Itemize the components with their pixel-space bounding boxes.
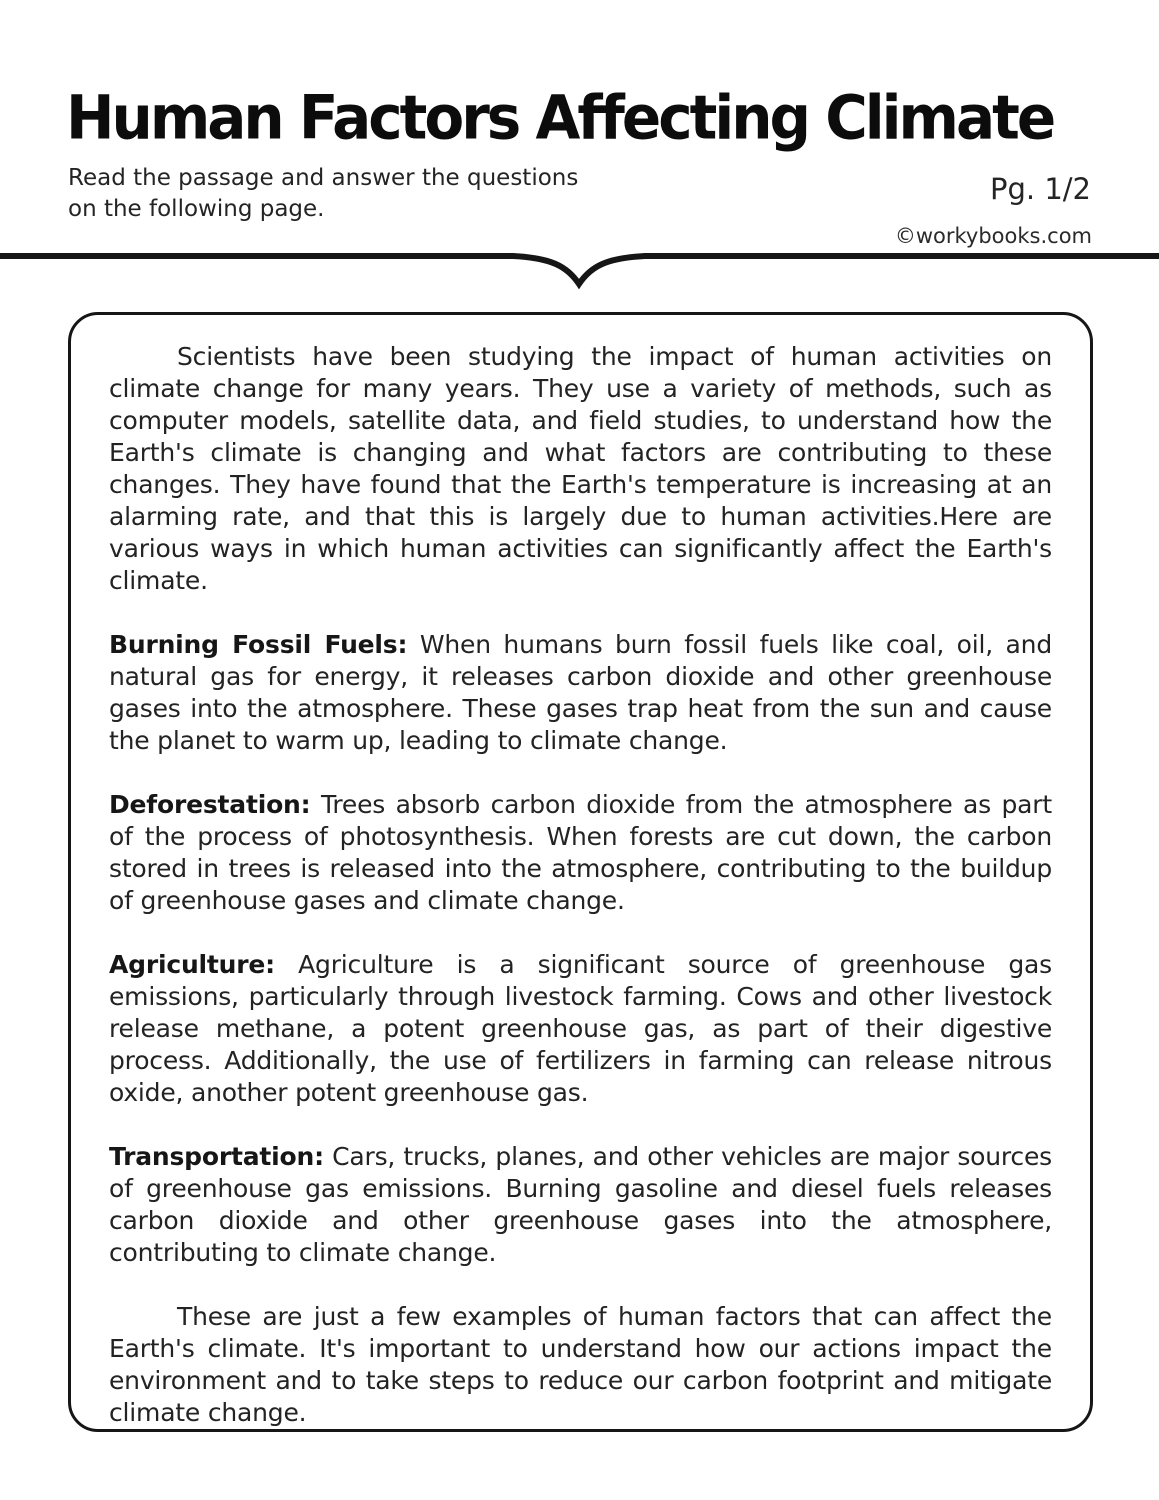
paragraph-text: Trees absorb carbon dioxide from the atmosphere as part of the process of photosynthesis. When forests are cut down, the carbon stored in trees is released into the atmosphere, contributing to the buildup of greenhouse gases and climate change. xyxy=(109,790,1052,915)
paragraph-lead: Transportation: xyxy=(109,1142,324,1171)
instructions-line-2: on the following page. xyxy=(68,196,325,222)
page-number-indicator: Pg. 1/2 xyxy=(989,172,1091,206)
section-divider-chevron-icon xyxy=(0,250,1159,294)
paragraph-lead: Burning Fossil Fuels: xyxy=(109,630,408,659)
paragraph-text: When humans burn fossil fuels like coal, oil, and natural gas for energy, it releases carbon dioxide and other greenhouse gases into the atmosphere. These gases trap heat from the sun and cause the planet to warm up, leading to climate change. xyxy=(109,630,1052,755)
passage-paragraph-transportation xyxy=(109,1141,1052,1269)
paragraph-lead: Agriculture: xyxy=(109,950,275,979)
passage-paragraph-intro xyxy=(109,341,1052,597)
paragraph-lead: Deforestation: xyxy=(109,790,311,819)
page-title: Human Factors Affecting Climate xyxy=(66,82,1054,154)
instructions-line-1: Read the passage and answer the questions xyxy=(68,165,579,191)
passage-paragraph-conclusion xyxy=(109,1301,1052,1429)
paragraph-text: Agriculture is a significant source of greenhouse gas emissions, particularly through livestock farming. Cows and other livestock release methane, a potent greenhouse gas, as part of their digestive process. Additionally, the use of fertilizers in farming can release nitrous oxide, another potent greenhouse gas. xyxy=(109,950,1052,1107)
passage-paragraph-agriculture xyxy=(109,949,1052,1109)
passage-paragraph-burning-fossil-fuels xyxy=(109,629,1052,757)
paragraph-text: Cars, trucks, planes, and other vehicles are major sources of greenhouse gas emissions. Burning gasoline and diesel fuels releases carbon dioxide and other greenhouse gases into the atmosphere, contributing to climate change. xyxy=(109,1142,1052,1267)
paragraph-text: These are just a few examples of human factors that can affect the Earth's climate. It's important to understand how our actions impact the environment and to take steps to reduce our carbon footprint and mitigate climate change. xyxy=(109,1302,1052,1427)
instructions-text xyxy=(68,163,578,225)
passage-box xyxy=(68,312,1093,1432)
paragraph-text: Scientists have been studying the impact of human activities on climate change for many years. They use a variety of methods, such as computer models, satellite data, and field studies, to understand how the Earth's climate is changing and what factors are contributing to these changes. They have found that the Earth's temperature is increasing at an alarming rate, and that this is largely due to human activities.Here are various ways in which human activities can significantly affect the Earth's climate. xyxy=(109,342,1052,595)
passage-paragraph-deforestation xyxy=(109,789,1052,917)
copyright-text: ©workybooks.com xyxy=(894,224,1092,248)
